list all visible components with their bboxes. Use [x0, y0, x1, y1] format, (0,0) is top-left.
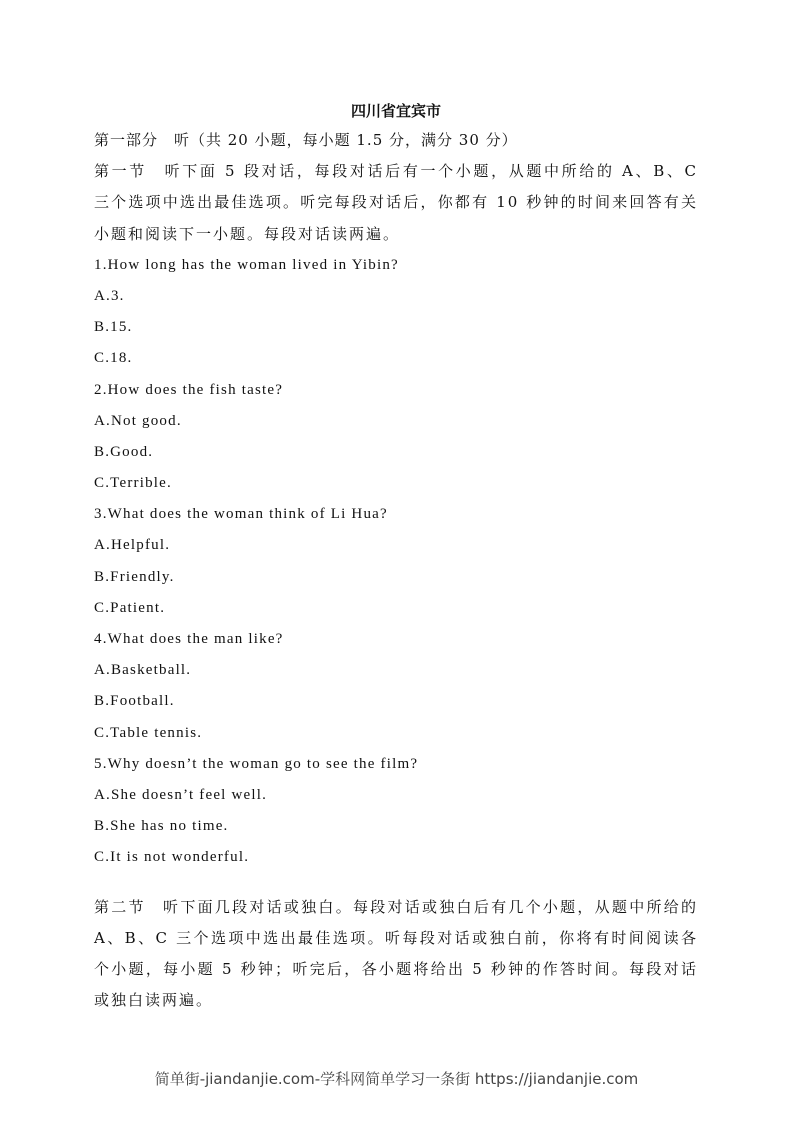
- question-stem: 5.Why doesn’t the woman go to see the film?: [94, 755, 419, 772]
- page-footer: 简单街-jiandanjie.com-学科网简单学习一条街 https://jiandanjie.com: [154, 1070, 639, 1088]
- question-item: [94, 250, 698, 375]
- section1-instructions: 第一节 听下面 5 段对话，每段对话后有一个小题，从题中所给的 A、B、C 三个选项中选出最佳选项。听完每段对话后，你都有 10 秒钟的时间来回答有关小题和阅读下一小题。每段对话读两遍。: [94, 162, 698, 243]
- option-b: B.15.: [94, 319, 133, 336]
- question-stem: 2.How does the fish taste?: [94, 381, 284, 398]
- option-b: B.Friendly.: [94, 568, 175, 585]
- option-a: A.3.: [94, 287, 125, 304]
- question-stem: 3.What does the woman think of Li Hua?: [94, 506, 388, 523]
- option-b: B.Good.: [94, 443, 154, 460]
- option-a: A.Not good.: [94, 412, 182, 429]
- option-c: C.Patient.: [94, 599, 166, 616]
- option-a: A.She doesn’t feel well.: [94, 786, 268, 803]
- question-item: [94, 624, 698, 749]
- option-c: C.Terrible.: [94, 475, 172, 492]
- option-c: C.18.: [94, 350, 133, 367]
- option-c: C.It is not wonderful.: [94, 849, 250, 866]
- question-item: [94, 499, 698, 624]
- section-spacer: [94, 874, 698, 892]
- question-stem: 4.What does the man like?: [94, 631, 284, 648]
- option-a: A.Basketball.: [94, 662, 192, 679]
- question-item: [94, 375, 698, 500]
- question-list: [94, 250, 698, 874]
- document-title: 四川省宜宾市: [350, 102, 441, 120]
- part-heading: 第一部分 听（共 20 小题，每小题 1.5 分，满分 30 分）: [94, 131, 518, 149]
- section2-instructions: 第二节 听下面几段对话或独白。每段对话或独白后有几个小题，从题中所给的 A、B、C 三个选项中选出最佳选项。听每段对话或独白前，你将有时间阅读各个小题，每小题 5 秒钟；听完后，各小题将给出 5 秒钟的作答时间。每段对话或独白读两遍。: [94, 897, 698, 1010]
- question-stem: 1.How long has the woman lived in Yibin?: [94, 256, 399, 273]
- option-b: B.She has no time.: [94, 818, 229, 835]
- option-c: C.Table tennis.: [94, 724, 203, 741]
- question-item: [94, 749, 698, 874]
- option-a: A.Helpful.: [94, 537, 171, 554]
- document-page: [94, 97, 698, 1016]
- option-b: B.Football.: [94, 693, 175, 710]
